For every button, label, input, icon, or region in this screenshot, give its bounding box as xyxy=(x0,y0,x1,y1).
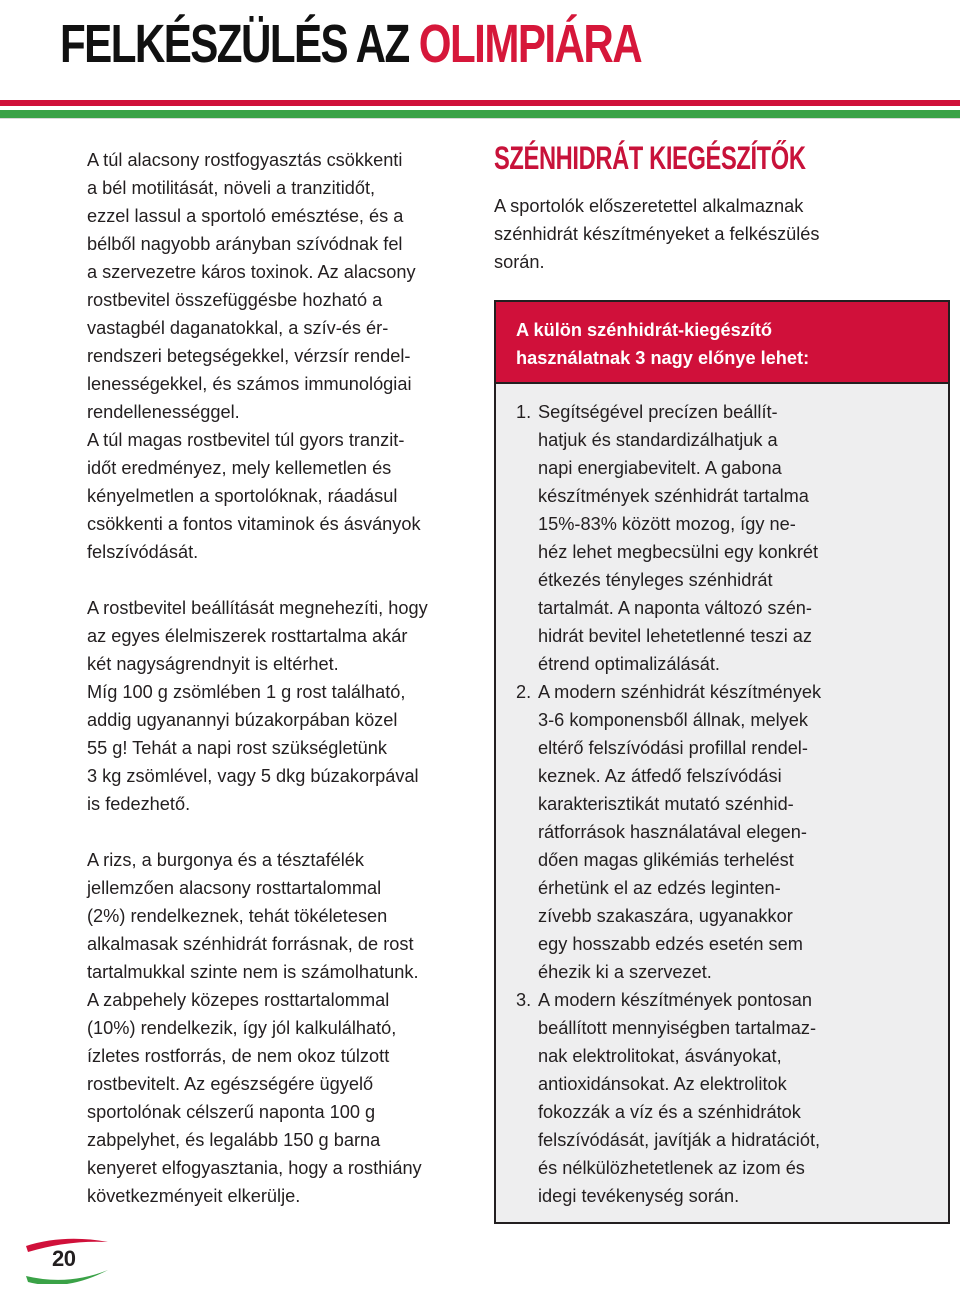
benefits-list xyxy=(496,384,948,1210)
list-item-number: 2. xyxy=(516,682,532,702)
list-item-text: Segítségével precízen beállít- hatjuk és standardizálhatjuk a napi energiabevitelt. A gabona készítmények szénhidrát tartalma 15%-83% között mozog, így ne- héz lehet megbecsülni egy konkrét étkezés tényleges szénhidrát tartalmát. A naponta változó szén- hidrát bevitel lehetetlenné teszi az étrend optimalizálását. xyxy=(538,402,819,674)
page-title-main: FELKÉSZÜLÉS AZ xyxy=(60,14,419,74)
page-title-accent: OLIMPIÁRA xyxy=(418,14,642,74)
list-item-text: A modern szénhidrát készítmények 3-6 komponensből állnak, melyek eltérő felszívódási profillal rendel- keznek. Az átfedő felszívódási karakterisztikát mutató szénhid- rátforrások használatával elegen- dően magas glikémiás terhelést érhetünk el az edzés leginten- zívebb szakaszára, ugyanakkor egy hosszabb edzés esetén sem éhezik ki a szervezet. xyxy=(538,682,822,982)
divider-line xyxy=(0,118,960,119)
benefits-box xyxy=(494,300,950,1224)
benefits-box-title: A külön szénhidrát-kiegészítő használatnak 3 nagy előnye lehet: xyxy=(516,320,810,368)
list-item-number: 3. xyxy=(516,990,532,1010)
section-heading: SZÉNHIDRÁT KIEGÉSZÍTŐK xyxy=(494,140,806,176)
list-item-number: 1. xyxy=(516,402,532,422)
body-paragraph-fiber-intake: A túl alacsony rostfogyasztás csökkenti a bél motilitását, növeli a tranzitidőt, ezzel lassul a sportoló emésztése, és a bélből nagyobb arányban szívódnak fel a szervezetre káros toxinok. Az alacsony rostbevitel összefüggésbe hozható a vastagbél daganatokkal, a szív-és ér- rendszeri betegségekkel, vérzsír rendel- lenességekkel, és számos immunológiai rendellenességgel. A túl magas rostbevitel túl gyors tranzit- időt eredményez, mely kellemetlen és kényelmetlen a sportolóknak, ráadásul csökkenti a fontos vitaminok és ásványok felszívódását. xyxy=(87,150,421,562)
list-item-text: A modern készítmények pontosan beállított mennyiségben tartalmaz- nak elektrolitokat, ásványokat, antioxidánsokat. Az elektrolitok fokozzák a víz és a szénhidrátok felszívódását, javítják a hidratációt, és nélkülözhetetlenek az izom és idegi tevékenység során. xyxy=(538,990,821,1206)
flag-stripe-green xyxy=(0,110,960,118)
benefits-box-header xyxy=(496,302,948,384)
page-number-badge xyxy=(24,1236,110,1284)
left-column xyxy=(87,146,477,1210)
list-item xyxy=(516,986,948,1210)
body-paragraph-carb-sources: A rizs, a burgonya és a tésztafélék jellemzően alacsony rosttartalommal (2%) rendelkeznek, tehát tökéletesen alkalmasak szénhidrát forrásnak, de rost tartalmukkal szinte nem is számolhatunk. A zabpehely közepes rosttartalommal (10%) rendelkezik, így jól kalkulálható, ízletes rostforrás, de nem okoz túlzott rostbevitelt. Az egészségére ügyelő sportolónak célszerű naponta 100 g zabpelyhet, és legalább 150 g barna kenyeret elfogyasztania, hogy a rosthiány következményeit elkerülje. xyxy=(87,850,422,1206)
list-item xyxy=(516,398,948,678)
page-number: 20 xyxy=(52,1246,76,1271)
list-item xyxy=(516,678,948,986)
section-intro: A sportolók előszeretettel alkalmaznak szénhidrát készítményeket a felkészülés során. xyxy=(494,196,820,272)
right-column xyxy=(494,138,954,276)
body-paragraph-fiber-content: A rostbevitel beállítását megnehezíti, hogy az egyes élelmiszerek rosttartalma akár két nagyságrendnyit is eltérhet. Míg 100 g zsömlében 1 g rost található, addig ugyanannyi búzakorpában közel 55 g! Tehát a napi rost szükségletünk 3 kg zsömlével, vagy 5 dkg búzakorpával is fedezhető. xyxy=(87,598,428,814)
page-title xyxy=(60,8,641,80)
